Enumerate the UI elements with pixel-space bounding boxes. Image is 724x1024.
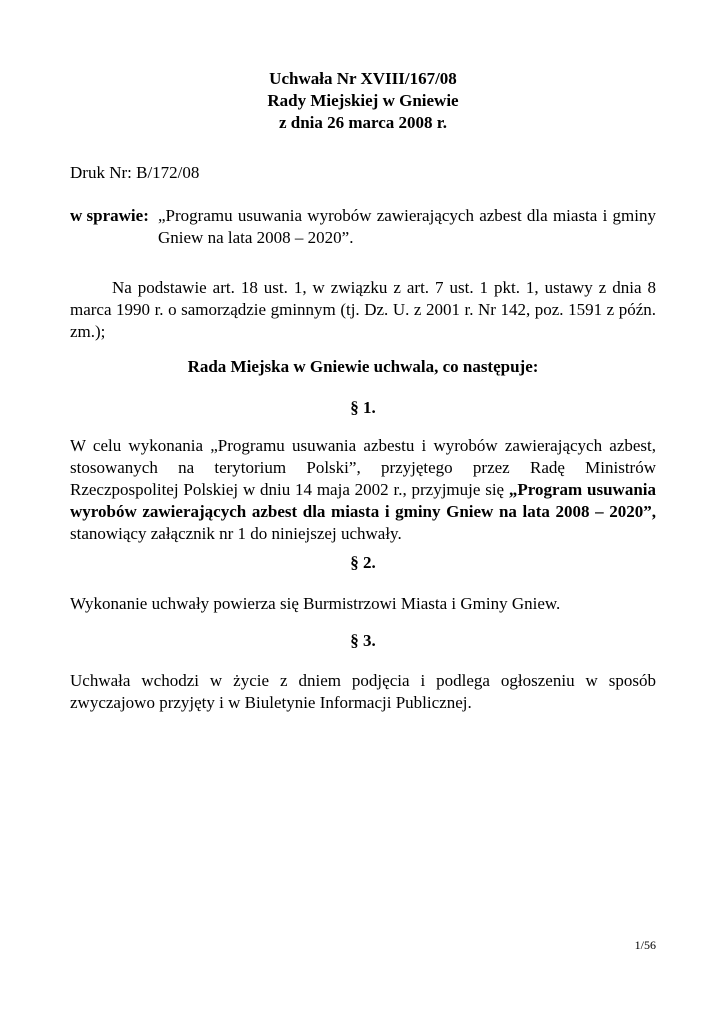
section-1-text-after: stanowiący załącznik nr 1 do niniejszej uchwały. xyxy=(70,524,402,543)
resolution-title xyxy=(70,68,656,134)
section-2-text: Wykonanie uchwały powierza się Burmistrzowi Miasta i Gminy Gniew. xyxy=(70,594,561,613)
section-1-heading: § 1. xyxy=(350,398,376,417)
page-number: 1/56 xyxy=(634,938,656,952)
council-resolves-heading: Rada Miejska w Gniewie uchwala, co następuje: xyxy=(187,357,539,376)
title-line-number: Uchwała Nr XVIII/167/08 xyxy=(269,69,457,88)
section-1-program-name: „Program usuwania wyrobów zawierających azbest dla miasta i gminy Gniew na lata 2008 – 2020”, xyxy=(70,480,656,521)
subject-text: „Programu usuwania wyrobów zawierających azbest dla miasta i gminy Gniew na lata 2008 – 2020”. xyxy=(158,206,656,247)
section-1-text xyxy=(70,435,656,545)
title-line-date: z dnia 26 marca 2008 r. xyxy=(278,113,448,132)
section-1-text-before: W celu wykonania „Programu usuwania azbestu i wyrobów zawierających azbest, stosowanych na terytorium Polski”, przyjętego przez Radę Ministrów Rzeczpospolitej Polskiej w dniu 14 maja 2002 r., przyjmuje się xyxy=(70,436,656,499)
subject-label: w sprawie: xyxy=(70,206,149,225)
title-line-council: Rady Miejskiej w Gniewie xyxy=(267,91,459,110)
section-2-heading: § 2. xyxy=(350,553,376,572)
section-3-heading: § 3. xyxy=(350,631,376,650)
section-3-text: Uchwała wchodzi w życie z dniem podjęcia i podlega ogłoszeniu w sposób zwyczajowo przyjęty i w Biuletynie Informacji Publicznej. xyxy=(70,671,656,712)
legal-basis-paragraph: Na podstawie art. 18 ust. 1, w związku z art. 7 ust. 1 pkt. 1, ustawy z dnia 8 marca 1990 r. o samorządzie gminnym (tj. Dz. U. z 2001 r. Nr 142, poz. 1591 z późn. zm.); xyxy=(70,278,656,341)
print-number: Druk Nr: B/172/08 xyxy=(70,163,200,182)
